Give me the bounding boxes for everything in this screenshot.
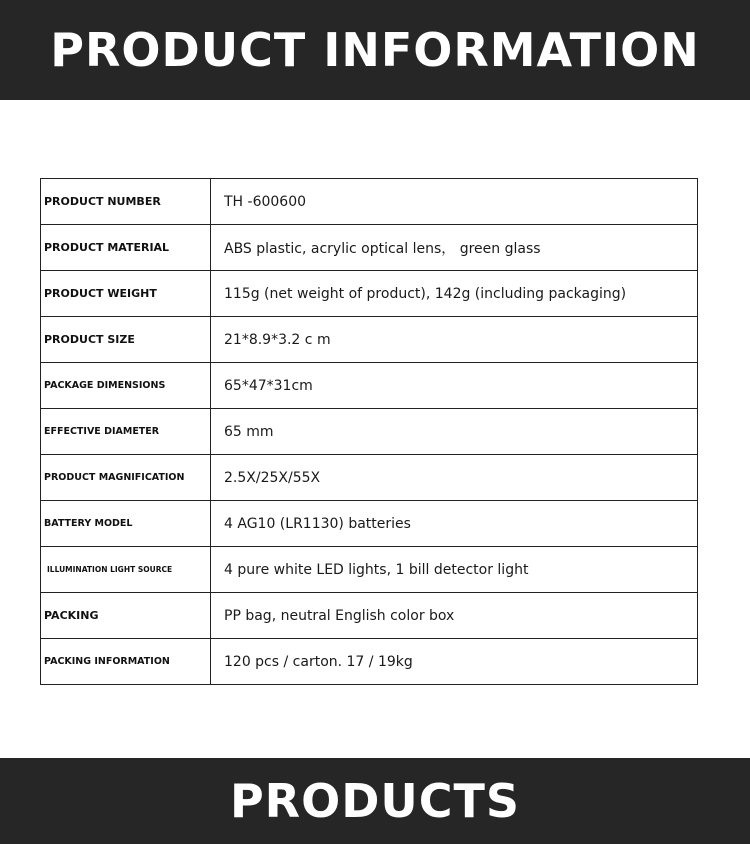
table-row: [41, 409, 698, 455]
row-label-product-magnification: PRODUCT MAGNIFICATION: [41, 455, 211, 501]
row-label-product-size: PRODUCT SIZE: [41, 317, 211, 363]
row-label-product-weight: PRODUCT WEIGHT: [41, 271, 211, 317]
table-row: [41, 501, 698, 547]
row-label-packing: PACKING: [41, 593, 211, 639]
table-row: [41, 225, 698, 271]
row-value-product-magnification: 2.5X/25X/55X: [211, 455, 698, 501]
table-row: [41, 317, 698, 363]
row-value-illumination-light-source: 4 pure white LED lights, 1 bill detector light: [211, 547, 698, 593]
table-row: [41, 271, 698, 317]
row-label-product-number: PRODUCT NUMBER: [41, 179, 211, 225]
row-value-packing-information: 120 pcs / carton. 17 / 19kg: [211, 639, 698, 685]
row-label-packing-information: PACKING INFORMATION: [41, 639, 211, 685]
section-title: PRODUCTS: [229, 774, 521, 828]
row-label-product-material: PRODUCT MATERIAL: [41, 225, 211, 271]
table-row: [41, 455, 698, 501]
page-title: PRODUCT INFORMATION: [50, 23, 700, 77]
table-row: [41, 179, 698, 225]
row-value-product-weight: 115g (net weight of product), 142g (including packaging): [211, 271, 698, 317]
row-label-package-dimensions: PACKAGE DIMENSIONS: [41, 363, 211, 409]
table-row: [41, 363, 698, 409]
table-row: [41, 547, 698, 593]
footer-banner: [0, 758, 750, 844]
row-value-product-number: TH -600600: [211, 179, 698, 225]
product-info-table: [40, 178, 698, 685]
row-value-packing: PP bag, neutral English color box: [211, 593, 698, 639]
row-label-effective-diameter: EFFECTIVE DIAMETER: [41, 409, 211, 455]
row-value-package-dimensions: 65*47*31cm: [211, 363, 698, 409]
row-value-effective-diameter: 65 mm: [211, 409, 698, 455]
table-row: [41, 593, 698, 639]
header-banner: [0, 0, 750, 100]
row-value-product-material: ABS plastic, acrylic optical lens， green glass: [211, 225, 698, 271]
row-value-product-size: 21*8.9*3.2 c m: [211, 317, 698, 363]
row-label-illumination-light-source: ILLUMINATION LIGHT SOURCE: [41, 547, 211, 593]
row-label-battery-model: BATTERY MODEL: [41, 501, 211, 547]
row-value-battery-model: 4 AG10 (LR1130) batteries: [211, 501, 698, 547]
table-row: [41, 639, 698, 685]
